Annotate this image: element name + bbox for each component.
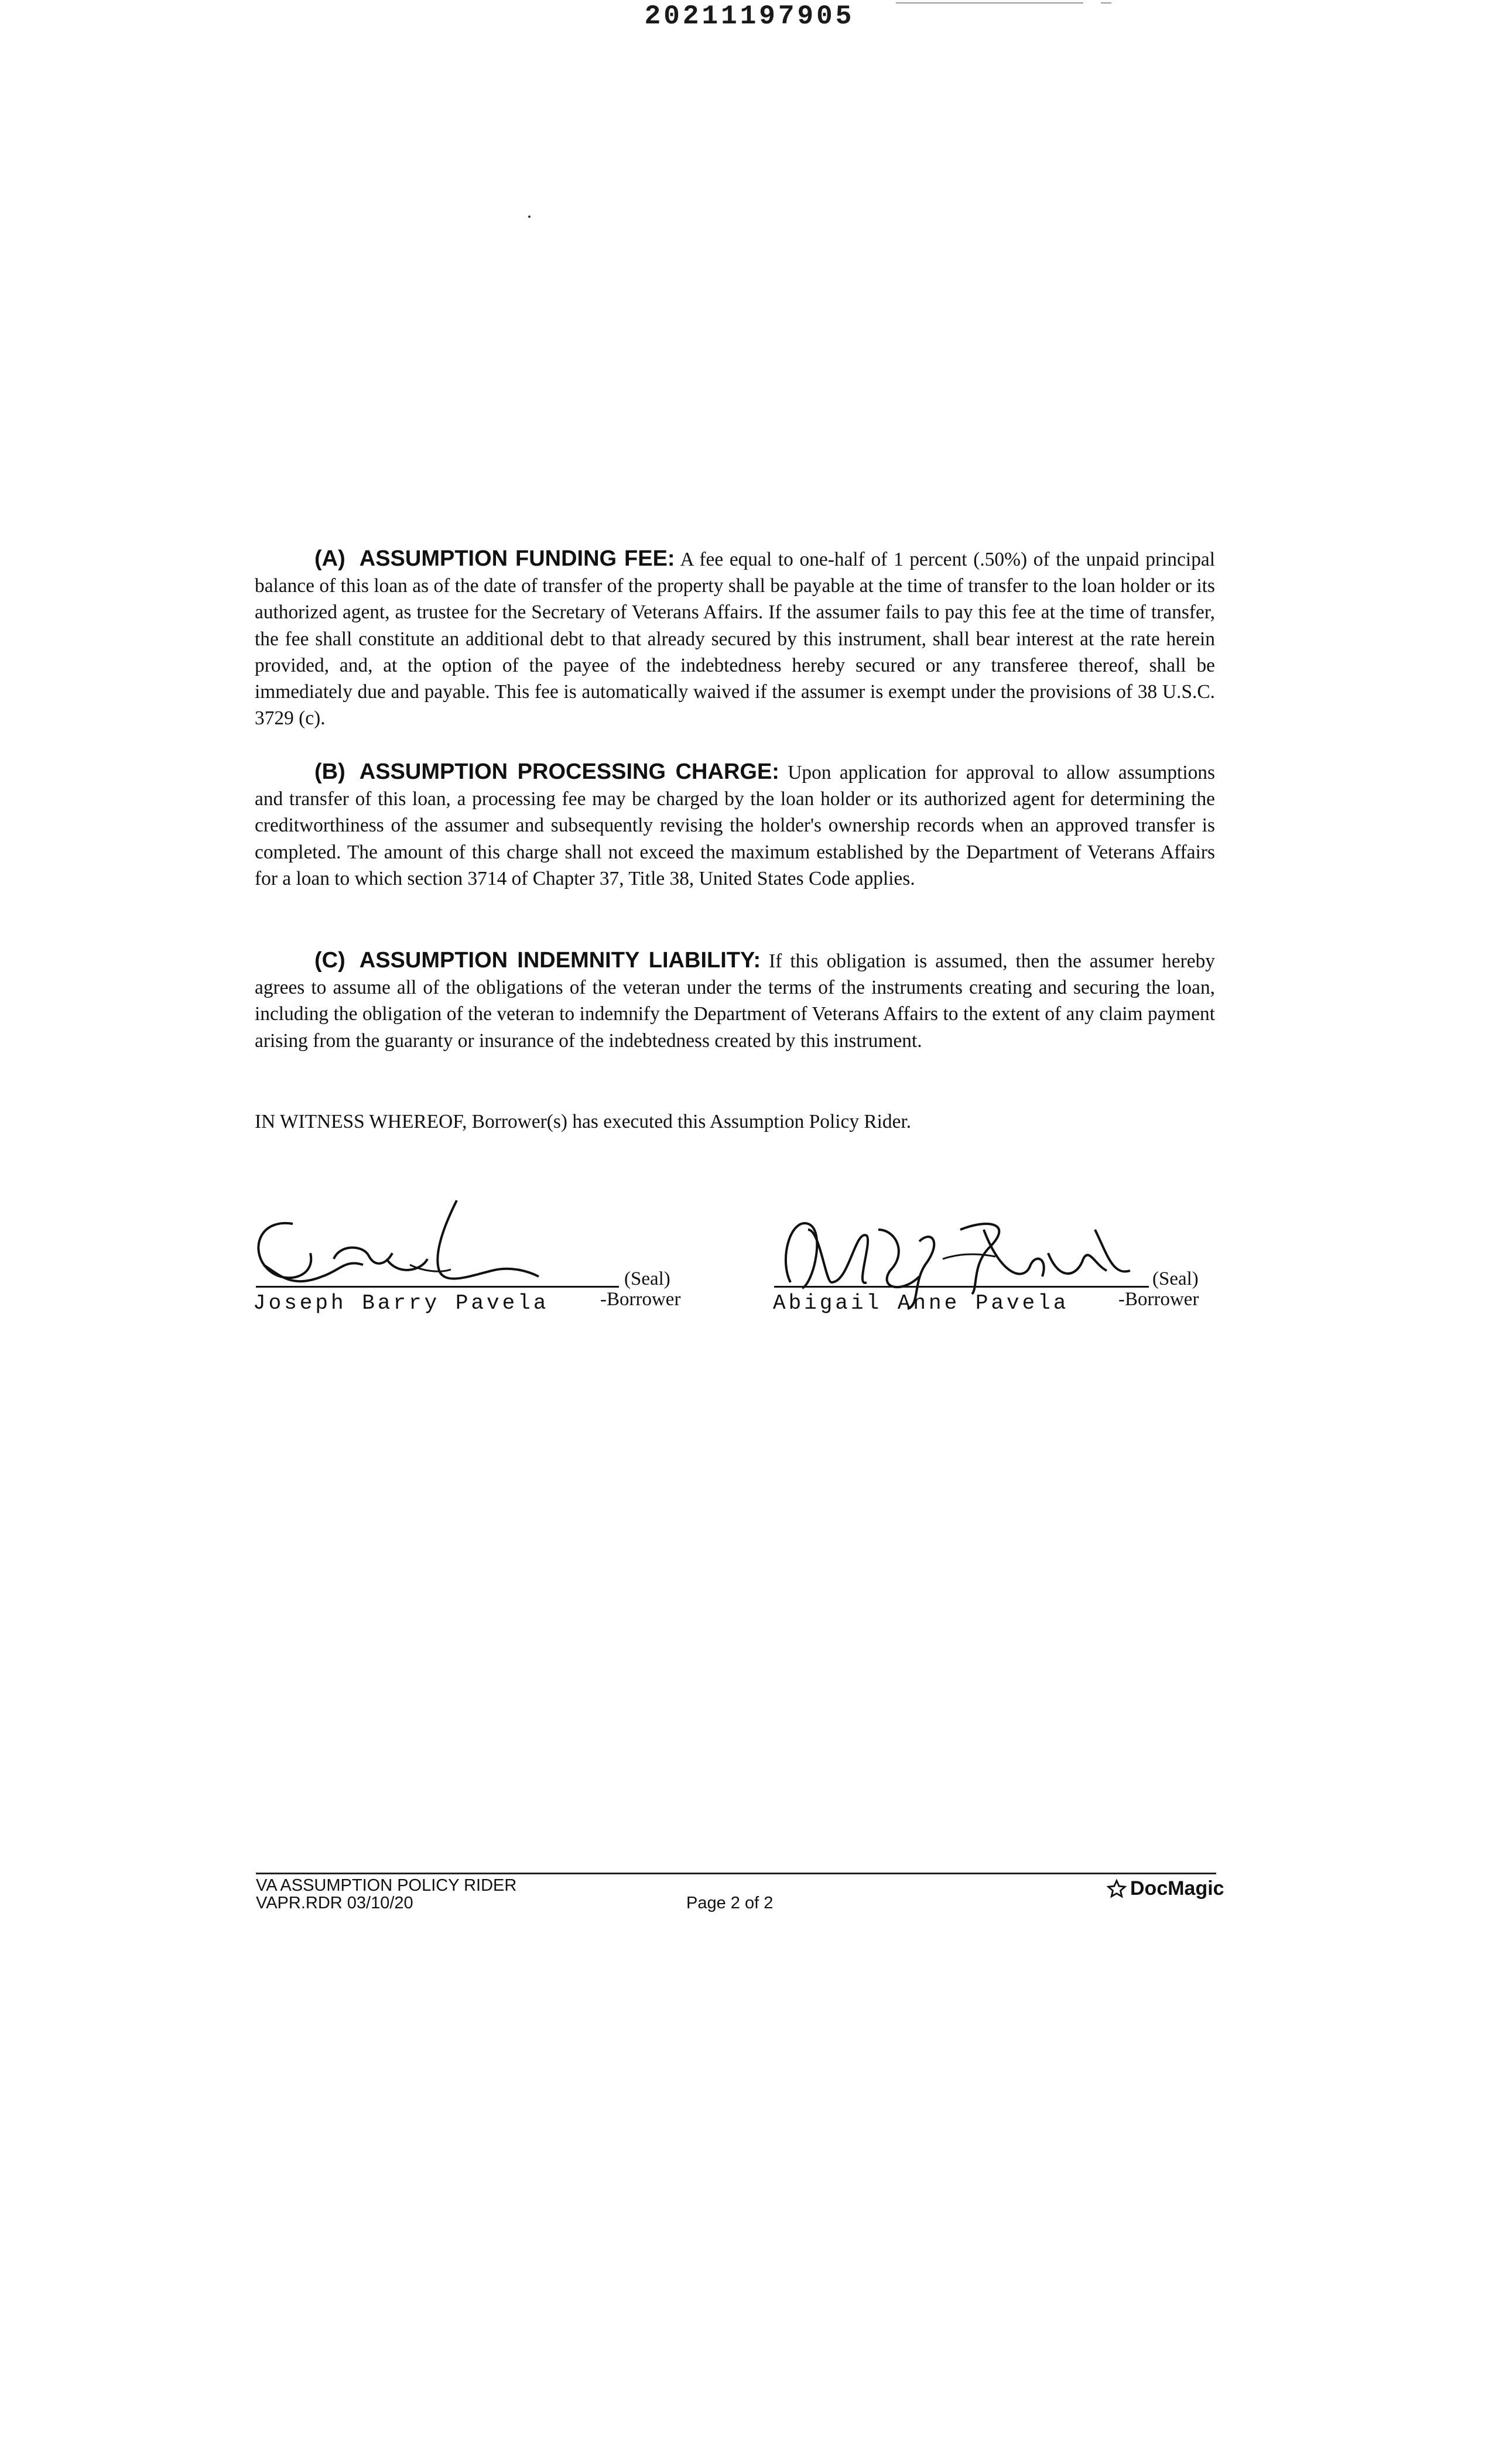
- section-assumption-indemnity-liability: [255, 947, 1215, 1054]
- section-letter: (A): [314, 546, 345, 571]
- section-heading: [255, 759, 779, 784]
- signature-line: [774, 1286, 1149, 1288]
- section-text: Upon application for approval to allow assumptions and transfer of this loan, a processing fee may be charged by the loan holder or its authorized agent for determining the creditworthiness of the assumer and subsequently revising the holder's ownership records when an approved transfer is completed. The amount of this charge shall not exceed the maximum established by the Department of Veterans Affairs for a loan to which section 3714 of Chapter 37, Title 38, United States Code applies.: [255, 762, 1215, 889]
- seal-label: (Seal): [624, 1268, 670, 1289]
- section-assumption-processing-charge: [255, 759, 1215, 892]
- section-title: ASSUMPTION FUNDING FEE:: [359, 546, 675, 571]
- section-heading: [255, 948, 761, 973]
- signature-line: [256, 1286, 619, 1288]
- section-assumption-funding-fee: [255, 546, 1215, 731]
- section-letter: (C): [314, 948, 345, 973]
- section-heading: [255, 546, 675, 571]
- stamp-line: [1101, 2, 1111, 4]
- footer-rule: [256, 1873, 1216, 1874]
- footer-page-number: Page 2 of 2: [686, 1894, 774, 1912]
- handwritten-signature: [246, 1189, 574, 1294]
- borrower-role: -Borrower: [1118, 1289, 1199, 1310]
- borrower-name: Abigail Anne Pavela: [773, 1291, 1069, 1315]
- brand-name: DocMagic: [1130, 1877, 1224, 1900]
- seal-label: (Seal): [1152, 1268, 1199, 1289]
- star-icon: [1107, 1879, 1127, 1899]
- section-text: A fee equal to one-half of 1 percent (.50%) of the unpaid principal balance of this loan as of the date of transfer of the property shall be payable at the time of transfer to the loan holder or its authorized agent, as trustee for the Secretary of Veterans Affairs. If the assumer fails to pay this fee at the time of transfer, the fee shall constitute an additional debt to that already secured by this instrument, shall bear interest at the rate herein provided, and, at the option of the payee of the indebtedness hereby secured or any transferee thereof, shall be immediately due and payable. This fee is automatically waived if the assumer is exempt under the provisions of 38 U.S.C. 3729 (c).: [255, 549, 1215, 730]
- section-title: ASSUMPTION PROCESSING CHARGE:: [359, 759, 779, 784]
- section-text: If this obligation is assumed, then the assumer hereby agrees to assume all of the obligations of the veteran under the terms of the instruments creating and securing the loan, including the obligation of the veteran to indemnify the Department of Veterans Affairs to the extent of any claim payment arising from the guaranty or insurance of the indebtedness created by this instrument.: [255, 950, 1215, 1052]
- section-title: ASSUMPTION INDEMNITY LIABILITY:: [359, 948, 761, 973]
- witness-statement: IN WITNESS WHEREOF, Borrower(s) has executed this Assumption Policy Rider.: [255, 1111, 912, 1132]
- scan-speck: [528, 215, 531, 218]
- footer-form-title: VA ASSUMPTION POLICY RIDER: [256, 1876, 517, 1895]
- borrower-name: Joseph Barry Pavela: [253, 1291, 549, 1315]
- docmagic-logo: [1107, 1877, 1224, 1900]
- footer-form-code: VAPR.RDR 03/10/20: [256, 1894, 413, 1912]
- stamp-line: [896, 2, 1083, 4]
- borrower-role: -Borrower: [600, 1289, 681, 1310]
- document-number: 20211197905: [644, 1, 855, 32]
- section-letter: (B): [314, 759, 345, 784]
